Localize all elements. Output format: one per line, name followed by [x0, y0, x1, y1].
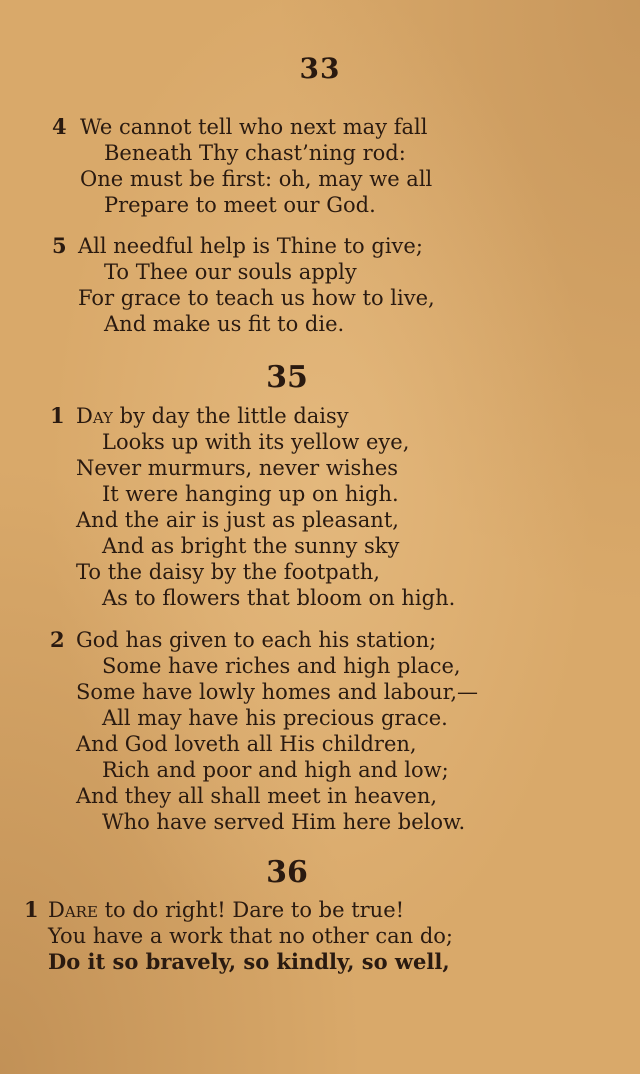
- verse-line: And God loveth all His children,: [76, 732, 417, 756]
- verse-line: We cannot tell who next may fall: [80, 115, 428, 139]
- verse-number: 5: [52, 233, 67, 258]
- verse-line: Rich and poor and high and low;: [102, 758, 449, 782]
- verse-number: 2: [50, 627, 65, 652]
- verse-line: [48, 897, 404, 923]
- verse-line: Never murmurs, never wishes: [76, 456, 399, 480]
- hymn-number: 36: [266, 855, 308, 890]
- verse-line: All needful help is Thine to give;: [78, 234, 423, 258]
- verse-line: And as bright the sunny sky: [102, 534, 400, 558]
- verse-line: Who have served Him here below.: [102, 810, 466, 834]
- verse-first-rest: to do right! Dare to be true!: [97, 898, 405, 922]
- verse-line: One must be first: oh, may we all: [80, 167, 433, 191]
- verse-line: To the daisy by the footpath,: [76, 560, 380, 584]
- verse-line: God has given to each his station;: [76, 628, 437, 652]
- verse-line: Some have lowly homes and labour,—: [76, 680, 479, 704]
- verse-first-rest: by day the little daisy: [112, 404, 349, 428]
- verse-number: 1: [24, 897, 39, 922]
- verse-line: And the air is just as pleasant,: [76, 508, 399, 532]
- verse-line: Beneath Thy chast’ning rod:: [104, 141, 406, 165]
- verse-line: You have a work that no other can do;: [48, 924, 453, 948]
- verse-line: Prepare to meet our God.: [104, 193, 376, 217]
- verse-line: For grace to teach us how to live,: [78, 286, 435, 310]
- verse-line: Looks up with its yellow eye,: [102, 430, 410, 454]
- verse-line: Some have riches and high place,: [102, 654, 461, 678]
- verse-line: As to flowers that bloom on high.: [102, 586, 456, 610]
- page-number: 33: [299, 52, 341, 85]
- verse-line: And make us fit to die.: [104, 312, 345, 336]
- verse-line: To Thee our souls apply: [104, 260, 357, 284]
- verse-first-word: Day: [76, 404, 113, 428]
- verse-line: And they all shall meet in heaven,: [76, 784, 438, 808]
- verse-line: Do it so bravely, so kindly, so well,: [48, 949, 450, 974]
- hymn-number: 35: [266, 360, 308, 395]
- verse-first-word: Dare: [48, 898, 98, 922]
- verse-number: 1: [50, 403, 65, 428]
- verse-line: All may have his precious grace.: [102, 706, 448, 730]
- verse-line: It were hanging up on high.: [102, 482, 399, 506]
- verse-line: [76, 403, 349, 429]
- verse-number: 4: [52, 114, 67, 139]
